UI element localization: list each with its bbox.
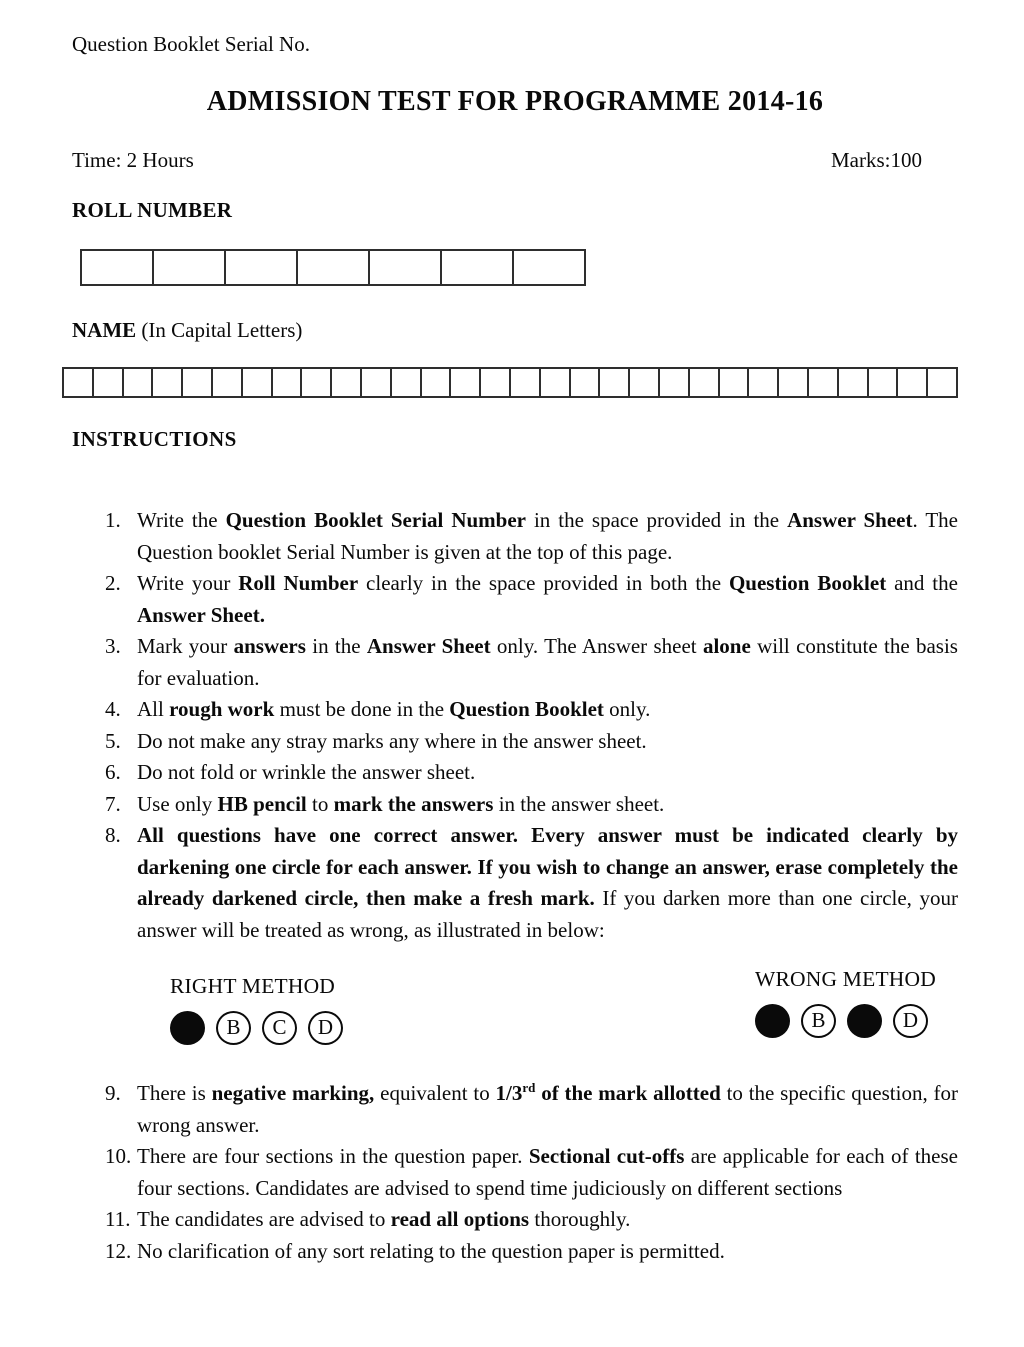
instructions-items-1-8	[105, 505, 958, 946]
option-circle-B: B	[216, 1011, 251, 1045]
name-cell	[718, 367, 750, 398]
name-label	[72, 317, 958, 343]
instruction-number: 5.	[105, 728, 121, 753]
instruction-item-5	[105, 726, 958, 758]
instruction-text-segment: to the specific question, for wrong answer.	[137, 1081, 958, 1137]
instruction-text-segment: Do not make any stray marks any where in the answer sheet.	[137, 728, 647, 753]
instruction-text	[137, 694, 958, 726]
name-cell	[569, 367, 601, 398]
instruction-text-segment: HB pencil	[217, 791, 307, 816]
name-cell	[300, 367, 332, 398]
name-cell	[151, 367, 183, 398]
name-cell	[181, 367, 213, 398]
instruction-item-4	[105, 694, 958, 726]
instruction-text	[137, 568, 958, 631]
instruction-text-segment: mark the answers	[333, 791, 494, 816]
instruction-text-segment: Use only	[137, 791, 218, 816]
name-grid	[62, 367, 958, 398]
instruction-text-segment: . The Question booklet Serial Number is given at the top of this page.	[137, 508, 958, 564]
instruction-item-2	[105, 568, 958, 631]
name-cell	[420, 367, 452, 398]
right-method-bubbles	[170, 1011, 755, 1045]
instruction-number: 10.	[105, 1144, 132, 1168]
page-title: ADMISSION TEST FOR PROGRAMME 2014-16	[206, 86, 824, 117]
name-label-rest: (In Capital Letters)	[136, 318, 303, 342]
instruction-text-segment: Write the	[137, 508, 226, 532]
name-cell	[539, 367, 571, 398]
name-cell	[330, 367, 362, 398]
instruction-number: 4.	[105, 697, 121, 721]
name-cell	[390, 367, 422, 398]
instruction-text-segment: thoroughly.	[529, 1207, 631, 1231]
instruction-text-segment: must be done in the	[274, 697, 450, 721]
instruction-text-segment: will constitute the basis for evaluation.	[137, 634, 958, 690]
instructions-heading: INSTRUCTIONS	[72, 427, 237, 451]
instruction-text-segment: 1/3	[495, 1081, 523, 1105]
name-cell	[360, 367, 392, 398]
wrong-method-bubbles	[755, 1004, 936, 1038]
wrong-method-block	[755, 966, 936, 1038]
instruction-number: 11.	[105, 1207, 131, 1231]
instruction-text-segment: read all options	[390, 1207, 530, 1231]
name-cell	[241, 367, 273, 398]
option-circle-D: D	[893, 1004, 928, 1038]
instruction-item-12	[105, 1236, 958, 1268]
instruction-text-segment: Answer Sheet	[787, 508, 913, 532]
instruction-text	[137, 1236, 958, 1268]
instruction-text-segment: and the	[886, 571, 958, 595]
instruction-text	[137, 1204, 958, 1236]
darkened-circle-icon	[755, 1004, 790, 1038]
instructions-items-9-12	[105, 1078, 958, 1267]
instruction-item-1	[105, 505, 958, 568]
instruction-text-segment: clearly in the space provided in both the	[358, 571, 729, 595]
option-circle-D: D	[308, 1011, 343, 1045]
roll-number-cell	[512, 249, 586, 286]
instruction-number: 6.	[105, 760, 121, 784]
name-cell	[271, 367, 303, 398]
instruction-text-segment: The candidates are advised to	[137, 1207, 391, 1231]
marks-label: Marks:100	[831, 148, 922, 172]
instruction-item-6	[105, 757, 958, 789]
instruction-text-segment: only.	[603, 697, 651, 721]
instruction-item-11	[105, 1204, 958, 1236]
marking-methods	[170, 967, 958, 1045]
instruction-text	[137, 631, 958, 694]
instruction-text-segment: Answer Sheet.	[137, 602, 265, 627]
instruction-item-7	[105, 789, 958, 821]
name-cell	[747, 367, 779, 398]
name-cell	[449, 367, 481, 398]
instruction-text-segment: are applicable for each of these four sections. Candidates are advised to spend time judiciously on different sections	[137, 1144, 958, 1200]
instruction-item-9	[105, 1078, 958, 1141]
instruction-text	[137, 1141, 958, 1204]
name-cell	[926, 367, 958, 398]
instruction-text	[137, 757, 958, 789]
instruction-text-segment: in the space provided in the	[526, 508, 788, 532]
instruction-text-segment: Roll Number	[238, 571, 359, 595]
instruction-text-segment: All questions have one correct answer. Every answer must be indicated clearly by darkening one circle for each answer. If you wish to change an answer, erase completely the already darkened circle, then make a fresh mark.	[137, 823, 958, 910]
roll-number-cell	[296, 249, 370, 286]
instruction-text	[137, 820, 958, 946]
instruction-text-segment: Answer Sheet	[366, 634, 491, 658]
instruction-text-segment: There are four sections in the question paper.	[137, 1144, 529, 1168]
instruction-text-segment: of the mark allotted	[535, 1081, 721, 1105]
name-cell	[479, 367, 511, 398]
name-cell	[211, 367, 243, 398]
darkened-circle-icon	[847, 1004, 882, 1038]
roll-number-cell	[152, 249, 226, 286]
instruction-number: 2.	[105, 571, 121, 595]
name-cell	[658, 367, 690, 398]
instruction-text-segment: alone	[702, 634, 751, 658]
instruction-number: 12.	[105, 1238, 132, 1263]
instruction-text-segment: Write your	[137, 571, 239, 595]
instruction-number: 1.	[105, 508, 121, 532]
name-cell	[837, 367, 869, 398]
instruction-text	[137, 726, 958, 758]
name-cell	[688, 367, 720, 398]
option-circle-C: C	[262, 1011, 297, 1045]
instruction-text-segment: only. The Answer sheet	[490, 634, 703, 658]
instruction-text-segment: All	[137, 697, 170, 721]
instruction-text-segment: There is	[137, 1081, 212, 1105]
name-cell	[598, 367, 630, 398]
name-cell	[896, 367, 928, 398]
instruction-text-segment: Do not fold or wrinkle the answer sheet.	[137, 760, 476, 784]
darkened-circle-icon	[170, 1011, 205, 1045]
instruction-text-segment: rd	[522, 1080, 536, 1095]
name-cell	[807, 367, 839, 398]
instruction-text-segment: Question Booklet Serial Number	[225, 508, 526, 532]
name-cell	[509, 367, 541, 398]
name-cell	[867, 367, 899, 398]
instruction-text	[137, 505, 958, 568]
instruction-text-segment: answers	[233, 634, 306, 658]
instruction-text-segment: Question Booklet	[449, 697, 604, 721]
question-booklet-serial-label: Question Booklet Serial No.	[72, 32, 310, 56]
right-method-block	[170, 973, 755, 1045]
instruction-text	[137, 1078, 958, 1141]
instruction-text-segment: negative marking,	[211, 1081, 375, 1105]
time-label: Time: 2 Hours	[72, 148, 194, 172]
wrong-method-label: WRONG METHOD	[755, 967, 936, 991]
roll-number-label: ROLL NUMBER	[72, 198, 233, 222]
roll-number-cell	[368, 249, 442, 286]
name-cell	[628, 367, 660, 398]
name-cell	[777, 367, 809, 398]
instruction-text-segment: in the answer sheet.	[493, 791, 665, 816]
roll-number-cell	[80, 249, 154, 286]
instruction-text-segment: Mark your	[137, 634, 234, 658]
instruction-text-segment: equivalent to	[374, 1081, 496, 1105]
instruction-text-segment: in the	[305, 634, 367, 658]
name-cell	[62, 367, 94, 398]
instruction-text-segment: rough work	[169, 697, 275, 721]
instruction-text-segment: No clarification of any sort relating to the question paper is permitted.	[137, 1238, 725, 1263]
instruction-item-8	[105, 820, 958, 946]
roll-number-grid	[80, 249, 958, 286]
name-label-bold: NAME	[72, 318, 137, 342]
instruction-text-segment: If you darken more than one circle, your answer will be treated as wrong, as illustrated in below:	[137, 886, 958, 942]
instruction-item-10	[105, 1141, 958, 1204]
name-cell	[122, 367, 154, 398]
instructions-list	[105, 505, 958, 1267]
instruction-number: 9.	[105, 1081, 121, 1105]
right-method-label: RIGHT METHOD	[170, 974, 336, 998]
time-marks-row	[72, 147, 958, 173]
instruction-item-3	[105, 631, 958, 694]
roll-number-cell	[440, 249, 514, 286]
roll-number-cell	[224, 249, 298, 286]
instruction-text-segment: Question Booklet	[728, 571, 887, 595]
name-cell	[92, 367, 124, 398]
instruction-text	[137, 789, 958, 821]
instruction-number: 7.	[105, 791, 121, 816]
instruction-number: 8.	[105, 823, 121, 847]
instruction-text-segment: to	[306, 791, 334, 816]
instruction-text-segment: Sectional cut-offs	[528, 1144, 685, 1168]
instruction-number: 3.	[105, 634, 121, 658]
option-circle-B: B	[801, 1004, 836, 1038]
